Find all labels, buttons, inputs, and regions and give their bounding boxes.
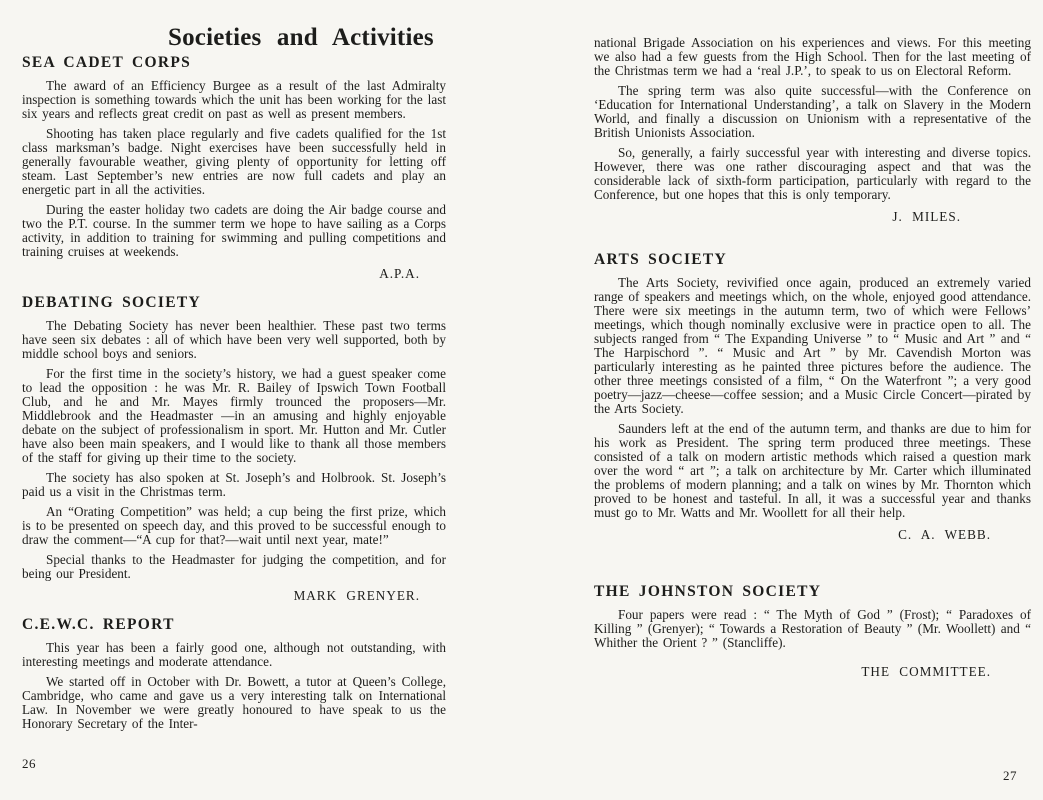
paragraph: This year has been a fairly good one, although not outstanding, with interesting meetings and moderate attendance.	[22, 640, 446, 669]
signature-mark-grenyer: MARK GRENYER.	[293, 588, 420, 603]
paragraph: The society has also spoken at St. Joseph’s and Holbrook. St. Joseph’s paid us a visit in the Christmas term.	[22, 470, 446, 499]
signature-the-committee: THE COMMITTEE.	[861, 664, 991, 679]
section-heading-cewc-report: C.E.W.C. REPORT	[22, 616, 175, 633]
paragraph: The Arts Society, revivified once again, produced an extremely varied range of speakers and meetings which, on the whole, enjoyed good attendance. There were six meetings in the autumn term, two of which were Fellows’ meetings, which though nominally exclusive were in practice open to all. The subjects ranged from “ The Expanding Universe ” to “ Music and Art ” and “ The Harpischord ”. “ Music and Art ” by Mr. Cavendish Morton was particularly interesting as he painted three pictures before the audience. The other three meetings consisted of a film, “ On the Waterfront ”; a very good poetry—jazz—cheese—coffee session; and a Music Circle Concert—pirated by the Arts Society.	[594, 275, 1031, 416]
section-heading-debating-society: DEBATING SOCIETY	[22, 294, 201, 311]
paragraph: Four papers were read : “ The Myth of God ” (Frost); “ Paradoxes of Killing ” (Grenyer); “ Towards a Restoration of Beauty ” (Mr. Woollett) and “ Whither the Orient ? ” (Stancliffe).	[594, 607, 1031, 650]
paragraph: So, generally, a fairly successful year with interesting and diverse topics. However, there was one rather discouraging aspect and that was the considerable lack of sixth-form participation, particularly with regard to the Conference, but one hopes that this is only temporary.	[594, 145, 1031, 202]
section-heading-sea-cadet-corps: SEA CADET CORPS	[22, 54, 192, 71]
paragraph: Saunders left at the end of the autumn term, and thanks are due to him for his work as President. The spring term produced three meetings. These consisted of a talk on modern artistic methods which raised a question mark over the word “ art ”; a talk on architecture by Mr. Carter which illuminated the problems of modern planning; and a talk on wines by Mr. Thornton which proved to be honest and tasteful. In all, it was a successful year and thanks must go to Mr. Watts and Mr. Woollett for all their help.	[594, 421, 1031, 520]
page-left	[22, 0, 446, 737]
signature-apa: A.P.A.	[379, 266, 420, 281]
paragraph: The spring term was also quite successful—with the Conference on ‘Education for International Understanding’, a talk on Slavery in the Modern World, and finally a discussion on Unionism with a representative of the British Unionists Association.	[594, 83, 1031, 140]
signature-c-a-webb: C. A. WEBB.	[898, 527, 991, 542]
page-right	[594, 0, 1031, 683]
paragraph: During the easter holiday two cadets are doing the Air badge course and two the P.T. course. In the summer term we hope to have sailing as a Corps activity, in addition to training for swimming and pulling competitions and training cruises at weekends.	[22, 202, 446, 259]
paragraph: We started off in October with Dr. Bowett, a tutor at Queen’s College, Cambridge, who came and gave us a very interesting talk on International Law. In November we were greatly honoured to have speak to us the Honorary Secretary of the Inter-	[22, 674, 446, 731]
signature-j-miles: J. MILES.	[892, 209, 961, 224]
page-number-left: 26	[22, 756, 36, 771]
section-heading-arts-society: ARTS SOCIETY	[594, 251, 728, 268]
paragraph: For the first time in the society’s history, we had a guest speaker come to lead the opposition : he was Mr. R. Bailey of Ipswich Town Football Club, and he and Mr. Mayes firmly trounced the proposers—Mr. Middlebrook and the Headmaster —in an amusing and highly enjoyable debate on the subject of professionalism in sport. Mr. Hutton and Mr. Cutler have also been main speakers, and I would like to thank all those members of the staff for giving up their time to the society.	[22, 366, 446, 465]
paragraph: The Debating Society has never been healthier. These past two terms have seen six debates : all of which have been very well supported, both by middle school boys and seniors.	[22, 318, 446, 361]
paragraph: Special thanks to the Headmaster for judging the competition, and for being our President.	[22, 552, 446, 581]
paragraph: An “Orating Competition” was held; a cup being the first prize, which is to be presented on speech day, and this proved to be successful enough to draw the comment—“A cup for that?—wait until next year, mate!”	[22, 504, 446, 547]
paragraph: Shooting has taken place regularly and five cadets qualified for the 1st class marksman’s badge. Night exercises have been successfully held in generally favourable weather, giving plenty of opportunity for letting off steam. Last September’s new entries are now full cadets and play an energetic part in all the activities.	[22, 126, 446, 197]
page-number-right: 27	[1003, 768, 1017, 783]
paragraph: The award of an Efficiency Burgee as a result of the last Admiralty inspection is something towards which the unit has been working for the last six years and reflects great credit on past as well as present members.	[22, 78, 446, 121]
section-heading-johnston-society: THE JOHNSTON SOCIETY	[594, 583, 822, 600]
page-title: Societies and Activities	[168, 24, 434, 51]
paragraph-continuation: national Brigade Association on his experiences and views. For this meeting we also had a few guests from the High School. Then for the last meeting of the Christmas term we had a ‘real J.P.’, to speak to us on Electoral Reform.	[594, 35, 1031, 78]
